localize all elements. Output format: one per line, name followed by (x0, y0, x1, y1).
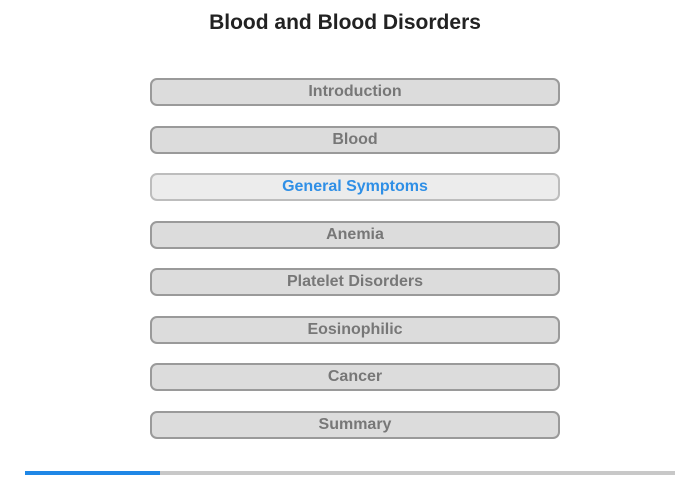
menu-item-anemia[interactable]: Anemia (150, 221, 560, 249)
menu-item-summary[interactable]: Summary (150, 411, 560, 439)
menu-item-introduction[interactable]: Introduction (150, 78, 560, 106)
progress-bar (25, 471, 675, 475)
progress-bar-fill (25, 471, 160, 475)
menu-item-eosinophilic[interactable]: Eosinophilic (150, 316, 560, 344)
topic-menu (150, 78, 560, 458)
menu-item-general-symptoms[interactable]: General Symptoms (150, 173, 560, 201)
menu-item-cancer[interactable]: Cancer (150, 363, 560, 391)
menu-item-blood[interactable]: Blood (150, 126, 560, 154)
page-title: Blood and Blood Disorders (209, 11, 481, 34)
menu-item-platelet-disorders[interactable]: Platelet Disorders (150, 268, 560, 296)
